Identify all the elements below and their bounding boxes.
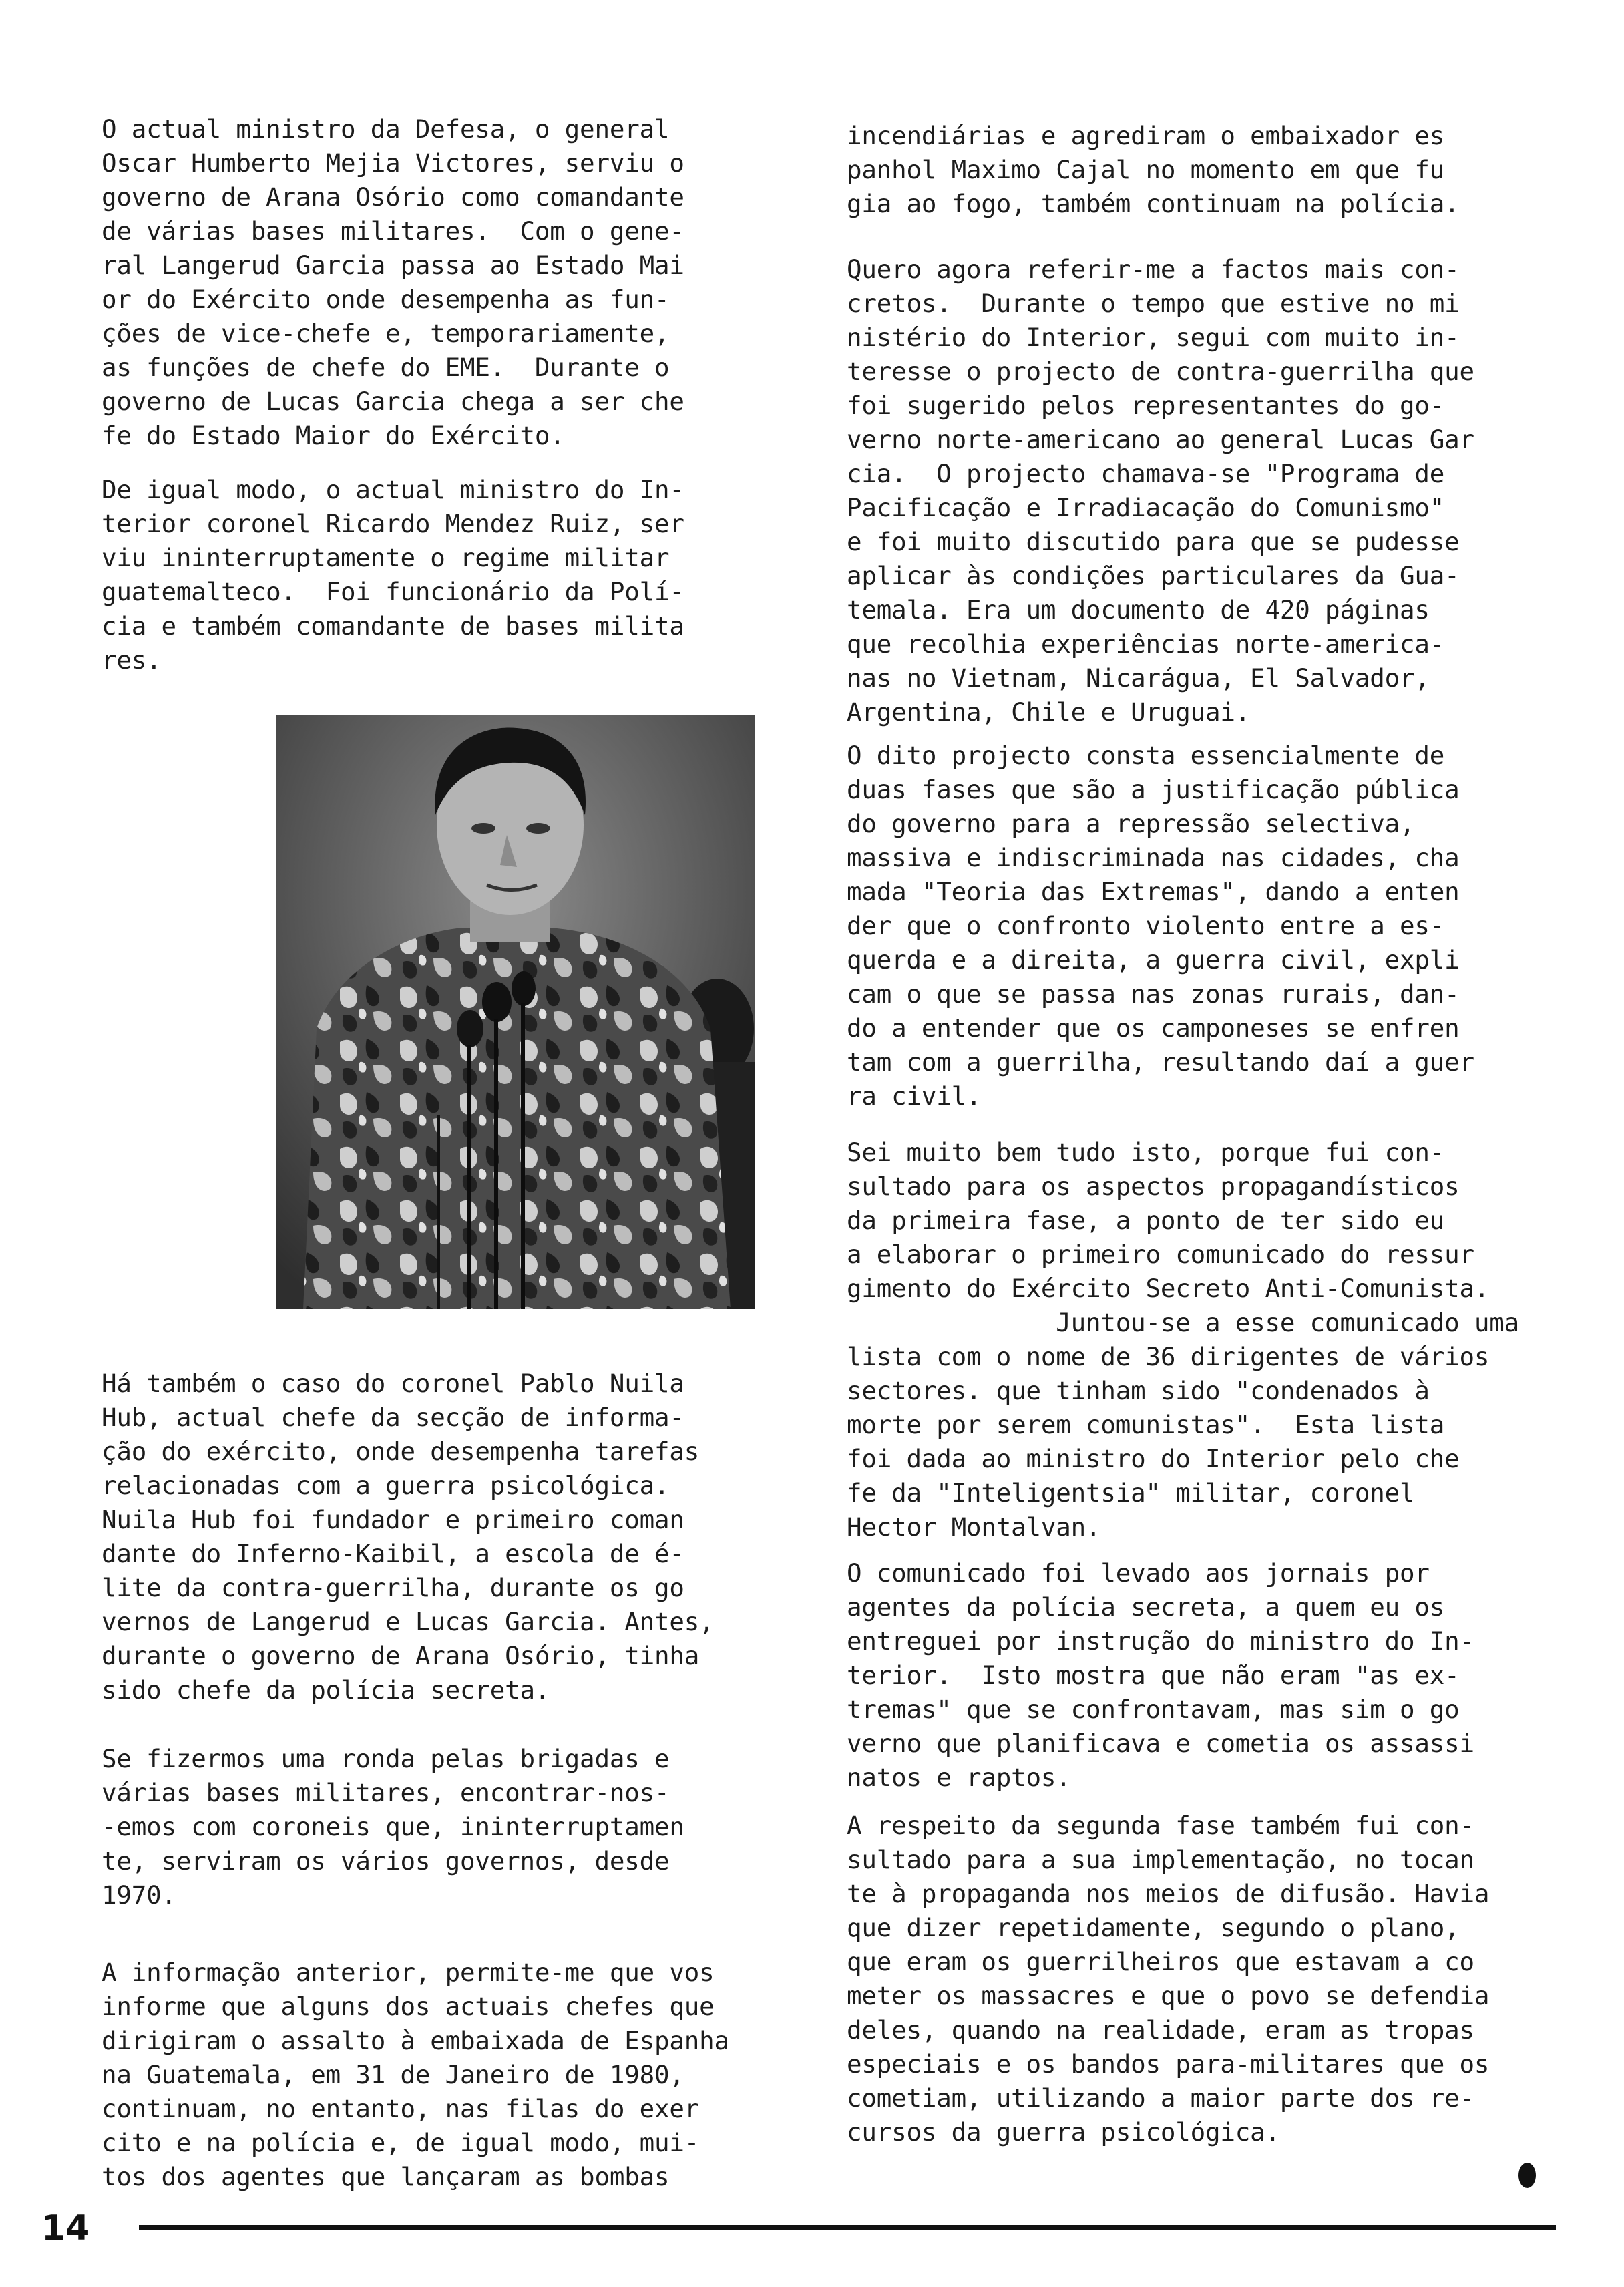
footer-rule	[139, 2225, 1556, 2230]
right-paragraph-6: A respeito da segunda fase também fui con- sultado para a sua implementação, no tocan te à propaganda nos meios de difusão. Havia que dizer repetidamente, segundo o plano, que eram os guerrilheiros que estavam a co meter os massacres e que o povo se defendia deles, quando na realidade, eram as tropas especiais e os bandos para-militares que os cometiam, utilizando a maior parte dos re- cursos da guerra psicológica.	[847, 1811, 1490, 2147]
right-paragraph-4: Sei muito bem tudo isto, porque fui con- sultado para os aspectos propagandísticos da primeira fase, a ponto de ter sido eu a elaborar o primeiro comunicado do ressur gimento do Exército Secreto Anti-Comunista. Juntou-se a esse comunicado uma lista com o nome de 36 dirigentes de vários sectores. que tinham sido "condenados à morte por serem comunistas". Esta lista foi dada ao ministro do Interior pelo che fe da "Inteligentsia" militar, coronel Hector Montalvan.	[847, 1137, 1519, 1542]
right-paragraph-5: O comunicado foi levado aos jornais por agentes da polícia secreta, a quem eu os entreguei por instrução do ministro do In- terior. Isto mostra que não eram "as ex- tremas" que se confrontavam, mas sim o go verno que planificava e cometia os assassi natos e raptos.	[847, 1558, 1474, 1792]
right-paragraph-2: Quero agora referir-me a factos mais con- cretos. Durante o tempo que estive no mi nistério do Interior, segui com muito in- teresse o projecto de contra-guerrilha que foi sugerido pelos representantes do go- verno norte-americano ao general Lucas Gar cia. O projecto chamava-se "Programa de Pacificação e Irradiacação do Comunismo" e foi muito discutido para que se pudesse aplicar às condições particulares da Gua- temala. Era um documento de 420 páginas que recolhia experiências norte-america- nas no Vietnam, Nicarágua, El Salvador, Argentina, Chile e Uruguai.	[847, 254, 1474, 727]
end-of-article-bullet	[1518, 2163, 1536, 2188]
page-number: 14	[41, 2208, 90, 2248]
right-paragraph-3: O dito projecto consta essencialmente de duas fases que são a justificação pública do governo para a repressão selectiva, massiva e indiscriminada nas cidades, cha mada "Teoria das Extremas", dando a enten der que o confronto violento entre a es- querda e a direita, a guerra civil, expli cam o que se passa nas zonas rurais, dan- do a entender que os camponeses se enfren tam com a guerrilha, resultando daí a guer ra civil.	[847, 741, 1474, 1111]
left-paragraph-3: Há também o caso do coronel Pablo Nuila Hub, actual chefe da secção de informa- ção do exército, onde desempenha tarefas relacionadas com a guerra psicológica. Nuila Hub foi fundador e primeiro coman dante do Inferno-Kaibil, a escola de é- lite da contra-guerrilha, durante os go vernos de Langerud e Lucas Garcia. Antes, durante o governo de Arana Osório, tinha sido chefe da polícia secreta.	[102, 1369, 715, 1705]
photo-of-man-in-camouflage-at-microphones	[276, 715, 755, 1309]
left-paragraph-5: A informação anterior, permite-me que vos informe que alguns dos actuais chefes que dirigiram o assalto à embaixada de Espanha na Guatemala, em 31 de Janeiro de 1980, continuam, no entanto, nas filas do exer cito e na polícia e, de igual modo, mui- tos dos agentes que lançaram as bombas	[102, 1958, 729, 2191]
photo-image	[276, 715, 755, 1309]
left-paragraph-1: O actual ministro da Defesa, o general Oscar Humberto Mejia Victores, serviu o governo de Arana Osório como comandante de várias bases militares. Com o gene- ral Langerud Garcia passa ao Estado Mai or do Exército onde desempenha as fun- ções de vice-chefe e, temporariamente, as funções de chefe do EME. Durante o governo de Lucas Garcia chega a ser che fe do Estado Maior do Exército.	[102, 114, 684, 450]
left-paragraph-2: De igual modo, o actual ministro do In- terior coronel Ricardo Mendez Ruiz, ser viu ininterruptamente o regime militar guatemalteco. Foi funcionário da Polí- cia e também comandante de bases milita res.	[102, 475, 684, 675]
left-paragraph-4: Se fizermos uma ronda pelas brigadas e várias bases militares, encontrar-nos- -emos com coroneis que, ininterruptamen te, serviram os vários governos, desde 1970.	[102, 1744, 684, 1910]
right-paragraph-1: incendiárias e agrediram o embaixador es panhol Maximo Cajal no momento em que fu gia ao fogo, também continuam na polícia.	[847, 121, 1460, 218]
